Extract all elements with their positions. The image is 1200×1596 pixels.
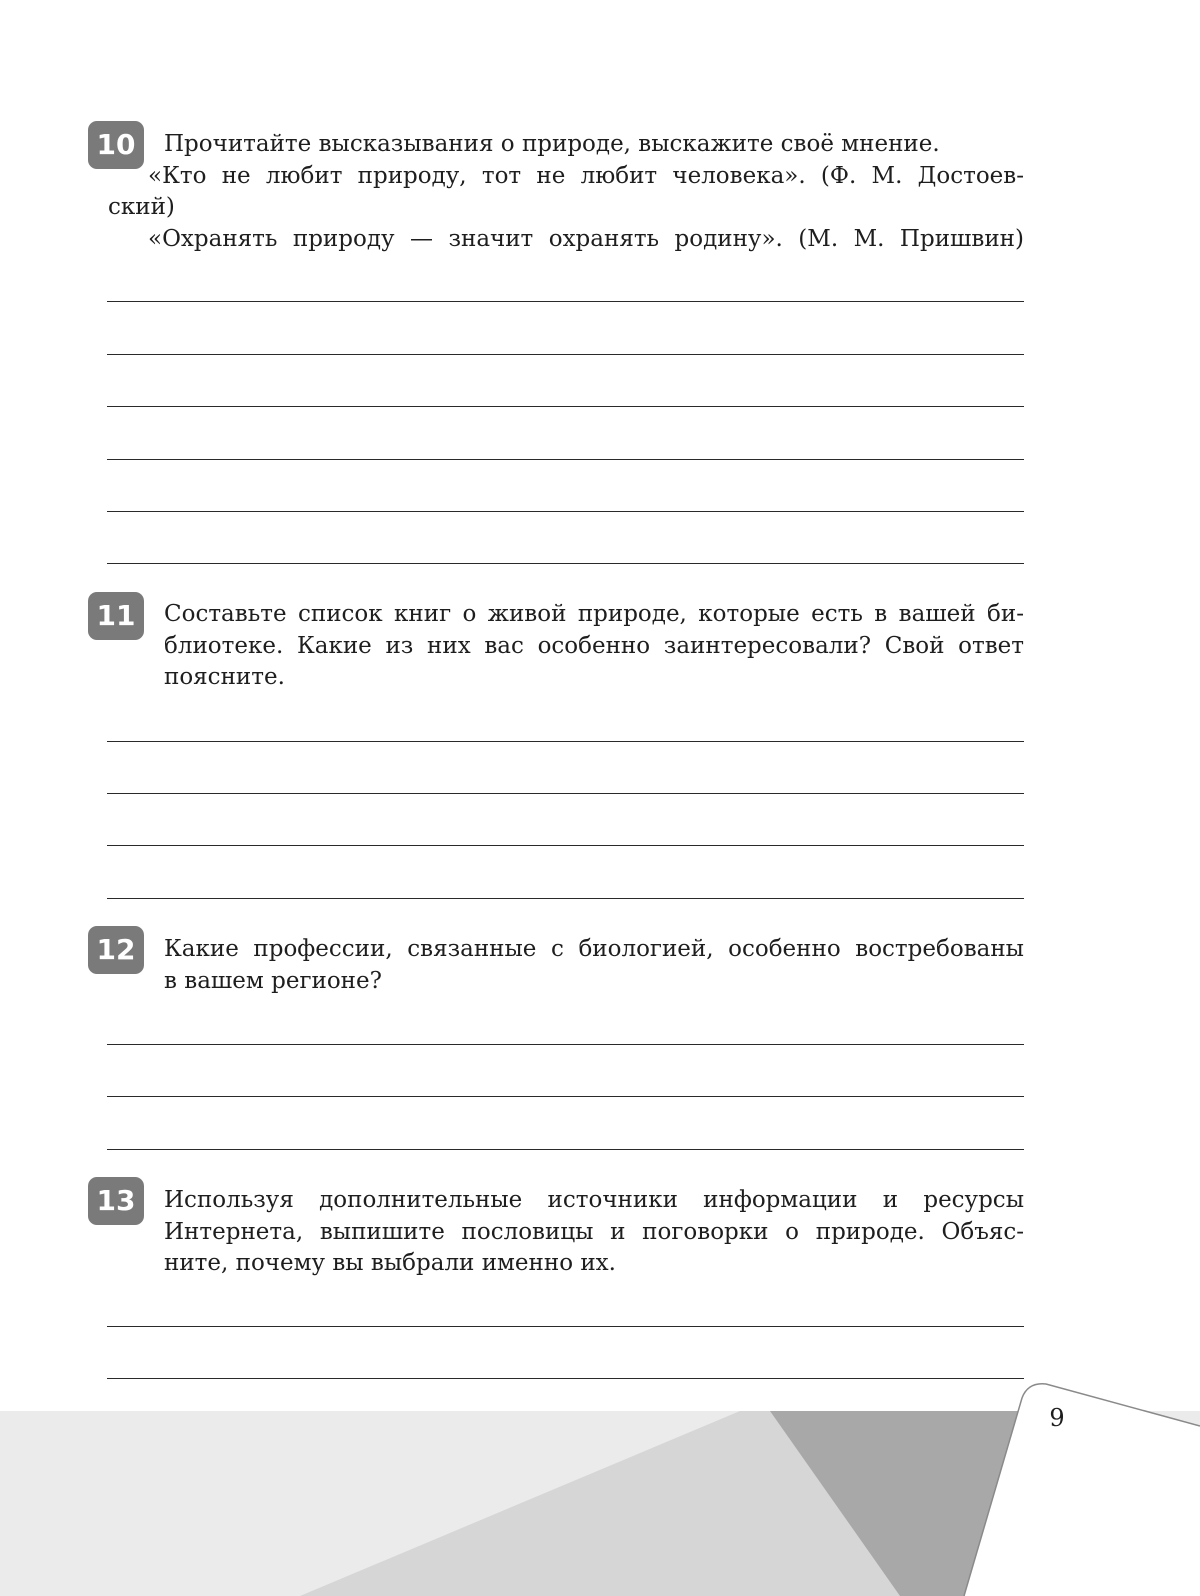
task-text-line: поясните. — [164, 664, 285, 690]
task-text-line: блиотеке. Какие из них вас особенно заинтересовали? Свой ответ — [164, 632, 1024, 659]
task-text-line: Интернета, выпишите пословицы и поговорки о природе. Объяс- — [164, 1218, 1024, 1245]
task-number-badge: 12 — [88, 926, 144, 974]
task-text-line: ский) — [108, 194, 175, 220]
task-text-line: «Кто не любит природу, тот не любит человека». (Ф. М. Достоев- — [148, 162, 1024, 189]
task-number-badge: 11 — [88, 592, 144, 640]
task-text-line: Используя дополнительные источники информации и ресурсы — [164, 1187, 1024, 1213]
task-text-line: Прочитайте высказывания о природе, выскажите своё мнение. — [164, 131, 940, 157]
page-number: 9 — [1049, 1404, 1065, 1432]
task-text-line: Какие профессии, связанные с биологией, особенно востребованы — [164, 936, 1024, 962]
task-number-badge: 13 — [88, 1177, 144, 1225]
task-text-line: в вашем регионе? — [164, 967, 382, 994]
task-number-badge: 10 — [88, 121, 144, 169]
task-text-line: «Охранять природу — значит охранять родину». (М. М. Пришвин) — [148, 225, 1024, 252]
task-text-line: Составьте список книг о живой природе, которые есть в вашей би- — [164, 601, 1024, 627]
task-text-line: ните, почему вы выбрали именно их. — [164, 1250, 616, 1276]
